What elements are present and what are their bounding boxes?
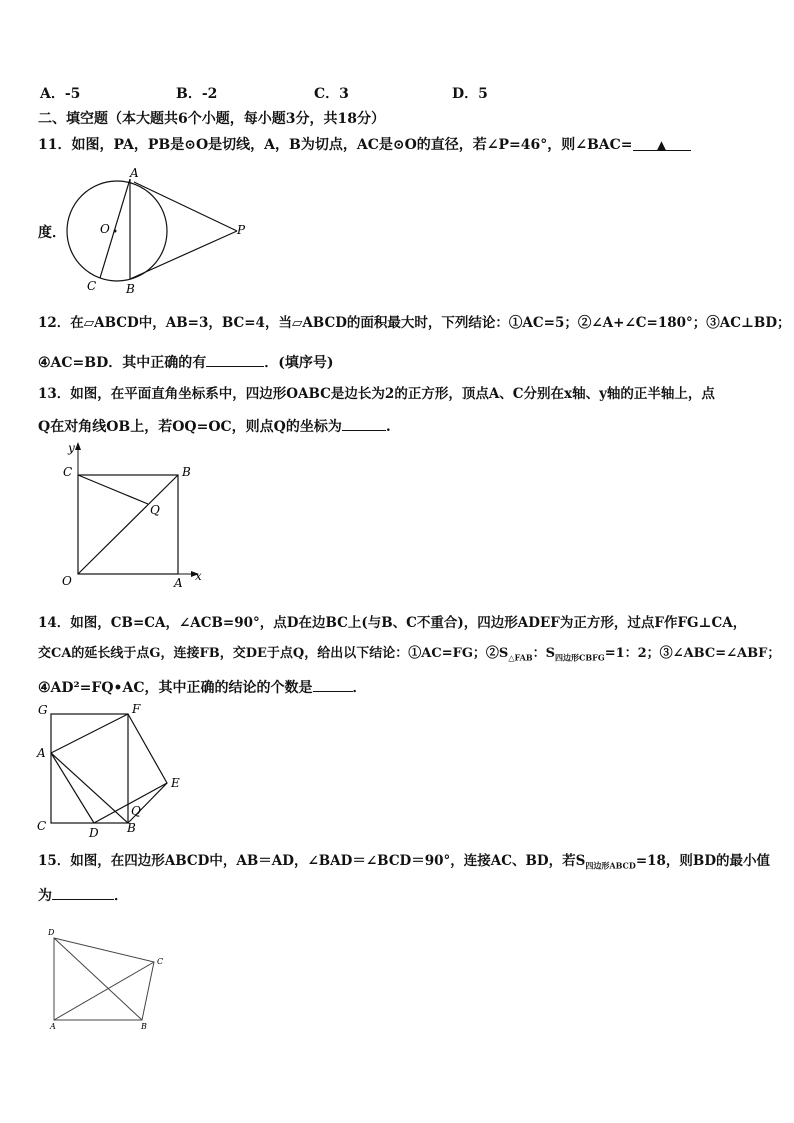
q12-answer-blank	[206, 352, 264, 367]
q15-label-b: B	[141, 1022, 147, 1031]
q14-figure	[34, 700, 194, 840]
q14-label-e: E	[171, 776, 180, 790]
option-a: A．-5	[40, 86, 81, 102]
q15-diagonal-bd	[54, 938, 142, 1020]
q14-sub-cbfg: 四边形CBFG	[555, 652, 605, 663]
q13-label-b: B	[182, 465, 191, 479]
q13-answer-blank	[342, 416, 386, 431]
section-heading: 二、填空题（本大题共6个小题，每小题3分，共18分）	[38, 111, 385, 127]
q14-line1: 14．如图，CB=CA，∠ACB=90°，点D在边BC上(与B、C不重合)，四边形ADEF为正方形，过点F作FG⊥CA，	[38, 615, 747, 631]
q15-diagonal-ac	[54, 962, 154, 1020]
q15-line1-text: 15．如图，在四边形ABCD中，AB＝AD，∠BAD＝∠BCD＝90°，连接AC、BD，若S	[38, 853, 586, 869]
q15-label-c: C	[157, 957, 164, 966]
q11-circle	[67, 181, 167, 281]
q11-blank-mark: ▲	[656, 138, 667, 152]
q14-label-c: C	[37, 819, 47, 833]
q13-line2	[38, 416, 391, 436]
q14-sub-fab: △FAB	[508, 652, 533, 663]
q11-tangent-pb	[130, 231, 237, 279]
q13-label-a: A	[174, 576, 183, 590]
q15-sub-abcd: 四边形ABCD	[585, 860, 636, 871]
q14-line2-tail: =1：2；③∠ABC=∠ABF；	[604, 646, 781, 661]
q11-label-a: A	[130, 166, 139, 180]
q13-y-arrow	[75, 442, 81, 450]
q14-segment-ad	[51, 753, 94, 823]
q11-label-o: O	[100, 222, 110, 236]
q12-line1: 12．在▱ABCD中，AB=3，BC=4，当▱ABCD的面积最大时，下列结论：①AC=5；②∠A+∠C=180°；③AC⊥BD；	[38, 315, 791, 331]
q11-stem: 11．如图，PA，PB是⊙O是切线，A，B为切点，AC是⊙O的直径，若∠P=46°，则∠BAC=	[38, 137, 633, 153]
q13-diagonal-ob	[78, 475, 178, 574]
q12-line2	[38, 352, 334, 372]
q14-segment-af	[51, 714, 128, 753]
q14-line3-text: ④AD²=FQ•AC，其中正确的结论的个数是	[38, 680, 313, 696]
q13-figure	[58, 441, 218, 594]
q15-line2-tail: ．	[114, 888, 128, 904]
q13-label-q: Q	[150, 503, 160, 517]
q11-unit: 度．	[38, 225, 66, 241]
q11-answer-blank	[633, 136, 691, 151]
q15-label-a: A	[50, 1022, 56, 1031]
q15-figure	[44, 925, 184, 1035]
q14-segment-ab	[51, 753, 128, 823]
q14-line2-mid: ：S	[532, 646, 556, 661]
option-c: C．3	[314, 86, 349, 102]
q15-label-d: D	[48, 928, 55, 937]
q14-label-b: B	[127, 821, 136, 835]
q14-line2-text: 交CA的延长线于点G，连接FB，交DE于点Q，给出以下结论：①AC=FG；②S	[38, 646, 509, 661]
q15-line1-tail: =18，则BD的最小值	[635, 853, 771, 869]
q11-label-b: B	[126, 282, 135, 296]
q11-center-dot	[114, 230, 117, 233]
q13-label-c: C	[63, 465, 73, 479]
q14-label-g: G	[38, 703, 48, 717]
q15-line1	[38, 852, 770, 875]
q12-line2-text: ④AC=BD．其中正确的有	[38, 355, 207, 371]
q11-text	[38, 136, 691, 154]
q15-answer-blank	[52, 885, 114, 900]
q14-label-a: A	[37, 746, 46, 760]
q14-label-d: D	[89, 826, 99, 840]
q12-line2-tail: ．(填序号)	[264, 355, 334, 371]
q11-label-p: P	[237, 223, 246, 237]
q14-line3	[38, 677, 367, 697]
q14-answer-blank	[313, 677, 353, 692]
q15-line2-text: 为	[38, 888, 52, 904]
q14-line3-tail: ．	[352, 680, 367, 696]
q13-label-o: O	[62, 574, 72, 588]
q13-line2-text: Q在对角线OB上，若OQ=OC，则点Q的坐标为	[38, 419, 342, 435]
q14-rect-gfbc	[51, 714, 128, 823]
q11-figure	[62, 166, 322, 296]
q13-segment-cq	[78, 475, 148, 504]
q14-label-f: F	[132, 702, 141, 716]
option-d: D．5	[452, 86, 488, 102]
q11-tangent-pa	[134, 182, 237, 231]
q14-label-q: Q	[131, 804, 141, 818]
q14-line2	[38, 645, 780, 667]
q11-label-c: C	[87, 279, 97, 293]
q13-label-y: y	[68, 441, 75, 455]
q13-line1: 13．如图，在平面直角坐标系中，四边形OABC是边长为2的正方形，顶点A、C分别在x轴、y轴的正半轴上，点	[38, 386, 715, 402]
q15-line2	[38, 885, 128, 905]
q13-label-x: x	[195, 569, 202, 583]
q15-quadrilateral	[54, 938, 154, 1020]
q13-line2-tail: .	[385, 419, 391, 435]
option-b: B．-2	[176, 86, 218, 102]
